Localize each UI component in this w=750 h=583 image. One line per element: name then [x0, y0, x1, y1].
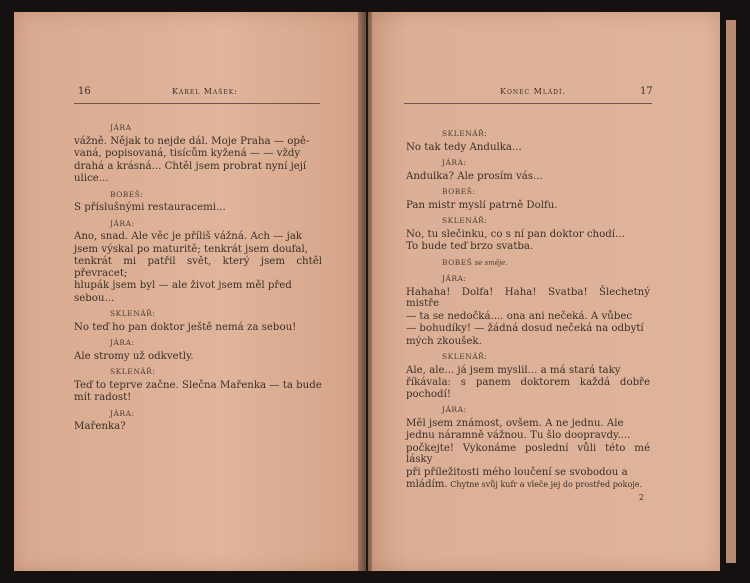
dialogue-text: říkávala: s panem doktorem každá dobře pochodí!: [406, 377, 650, 400]
speaker-label: SKLENÁŘ:: [442, 352, 488, 361]
speaker-name: [110, 308, 322, 320]
speaker-label: SKLENÁŘ:: [442, 216, 488, 225]
dialogue-text: Měl jsem známost, ovšem. A ne jednu. Ale: [406, 417, 624, 429]
dialogue-line: [74, 392, 322, 404]
speaker-name: [110, 408, 322, 420]
dialogue-text: jednu náramně vážnou. Tu šlo doopravdy....: [406, 430, 631, 441]
dialogue-line: [74, 421, 322, 433]
dialogue-text: sebou...: [74, 292, 115, 304]
speaker-label: JÁRA:: [442, 405, 467, 414]
dialogue-line: [406, 142, 650, 154]
dialogue-text: Mařenka?: [74, 421, 126, 432]
page-edge: [726, 20, 736, 563]
speaker-name: [110, 218, 322, 230]
dialogue-text: počkejte! Vykonáme poslední vůli této mé lásky: [406, 442, 650, 465]
stage-direction: Chytne svůj kufr a vleče jej do prostřed pokoje.: [447, 480, 643, 489]
dialogue-line: [406, 443, 650, 466]
dialogue-line: [74, 322, 322, 334]
speaker-label: BOBEŠ: [442, 257, 473, 267]
dialogue-line: [406, 323, 650, 335]
speaker-name: [442, 404, 650, 416]
left-running-head: Karel Mašek:: [172, 87, 238, 96]
dialogue-line: [74, 280, 322, 292]
dialogue-line: [74, 380, 322, 392]
dialogue-text: Ale stromy už odkvetly.: [74, 350, 194, 362]
dialogue-line: [74, 161, 322, 173]
dialogue-text: — bohudíky! — žádná dosud nečeká na odbytí: [406, 323, 644, 334]
right-running-head: Konec Mládí.: [500, 87, 566, 96]
speaker-name: [110, 189, 322, 201]
speaker-name: [110, 122, 322, 134]
dialogue-text: Teď to teprve začne. Slečna Mařenka — ta bude: [74, 379, 322, 391]
dialogue-text: jsem výskal po maturitě; tenkrát jsem doufal,: [74, 243, 309, 255]
stage-direction: se směje.: [472, 258, 508, 267]
left-page-header: [78, 86, 318, 97]
dialogue-line: [406, 418, 650, 430]
dialogue-line: [74, 202, 322, 214]
left-header-rule: [74, 103, 320, 104]
speaker-label: BOBEŠ:: [110, 189, 144, 199]
speaker-name: [442, 157, 650, 169]
dialogue-line: [74, 231, 322, 243]
speaker-label: JÁRA:: [110, 218, 135, 228]
dialogue-line: [74, 136, 322, 148]
dialogue-line: [406, 377, 650, 400]
signature-mark: 2: [638, 492, 644, 502]
speaker-name: [442, 257, 650, 270]
dialogue-line: [406, 365, 650, 377]
dialogue-text: Ale, ale... já jsem myslil... a má stará taky: [406, 364, 621, 376]
dialogue-line: [406, 311, 650, 323]
speaker-name: [442, 128, 650, 140]
speaker-label: JÁRA:: [442, 274, 467, 283]
dialogue-line: [74, 256, 322, 279]
speaker-label: JÁRA:: [442, 158, 467, 167]
dialogue-line: [74, 244, 322, 256]
dialogue-line: [406, 467, 650, 479]
dialogue-line: [74, 173, 322, 185]
dialogue-text: No teď ho pan doktor ještě nemá za sebou!: [74, 321, 297, 333]
dialogue-text: tenkrát mi patřil svět, který jsem chtěl převracet;: [74, 256, 322, 279]
dialogue-line: [406, 200, 650, 212]
dialogue-text: No tak tedy Andulka...: [406, 141, 522, 153]
dialogue-text: Pan mistr myslí patrně Dolfu.: [406, 199, 558, 211]
dialogue-text: ulice...: [74, 173, 109, 184]
speaker-label: JÁRA:: [110, 338, 135, 347]
dialogue-text: při příležitosti mého loučení se svobodou a: [406, 466, 628, 478]
book-gutter: [358, 12, 372, 571]
speaker-name: [110, 366, 322, 378]
dialogue-line: [74, 293, 322, 305]
speaker-label: SKLENÁŘ:: [110, 309, 156, 318]
dialogue-line: [406, 479, 650, 491]
speaker-name: [110, 337, 322, 349]
dialogue-line: [406, 430, 650, 442]
speaker-label: BOBEŠ:: [442, 187, 476, 196]
dialogue-text: vážně. Nějak to nejde dál. Moje Praha — opě-: [74, 135, 310, 147]
dialogue-text: No, tu slečinku, co s ní pan doktor chodí...: [406, 228, 625, 240]
dialogue-text: vaná, popisovaná, tisícům kyžená — — vždy: [74, 148, 301, 159]
speaker-label: SKLENÁŘ:: [110, 367, 156, 376]
right-page-text: [406, 124, 650, 503]
speaker-label: JÁRA: [110, 123, 132, 132]
dialogue-text: — ta se nedočká.... ona ani nečeká. A vůbec: [406, 310, 633, 322]
right-header-rule: [404, 103, 652, 104]
speaker-label: JÁRA:: [110, 408, 135, 418]
dialogue-line: [406, 287, 650, 310]
left-page-number: 16: [78, 86, 91, 97]
dialogue-text: mých zkoušek.: [406, 335, 482, 347]
dialogue-text: Hahaha! Dolfa! Haha! Svatba! Šlechetný mistře: [406, 286, 650, 309]
right-page-number: 17: [640, 86, 653, 97]
dialogue-text: mít radost!: [74, 392, 132, 403]
dialogue-text: Andulka? Ale prosím vás...: [406, 170, 543, 182]
left-page-text: [74, 118, 322, 434]
speaker-label: SKLENÁŘ:: [442, 129, 488, 138]
speaker-name: [442, 186, 650, 198]
dialogue-line: [406, 241, 650, 253]
dialogue-text: mládím.: [406, 479, 448, 490]
speaker-name: [442, 215, 650, 227]
speaker-name: [442, 351, 650, 363]
dialogue-text: hlupák jsem byl — ale život jsem měl před: [74, 280, 292, 291]
speaker-name: [442, 273, 650, 285]
dialogue-line: [406, 229, 650, 241]
dialogue-line: [74, 148, 322, 160]
dialogue-text: S příslušnými restauracemi...: [74, 202, 226, 213]
dialogue-text: To bude teď brzo svatba.: [406, 241, 534, 252]
dialogue-text: Ano, snad. Ale věc je příliš vážná. Ach — jak: [74, 231, 303, 242]
dialogue-line: [74, 351, 322, 363]
dialogue-line: [406, 336, 650, 348]
dialogue-text: drahá a krásná... Chtěl jsem probrat nyní její: [74, 160, 307, 172]
dialogue-line: [406, 171, 650, 183]
